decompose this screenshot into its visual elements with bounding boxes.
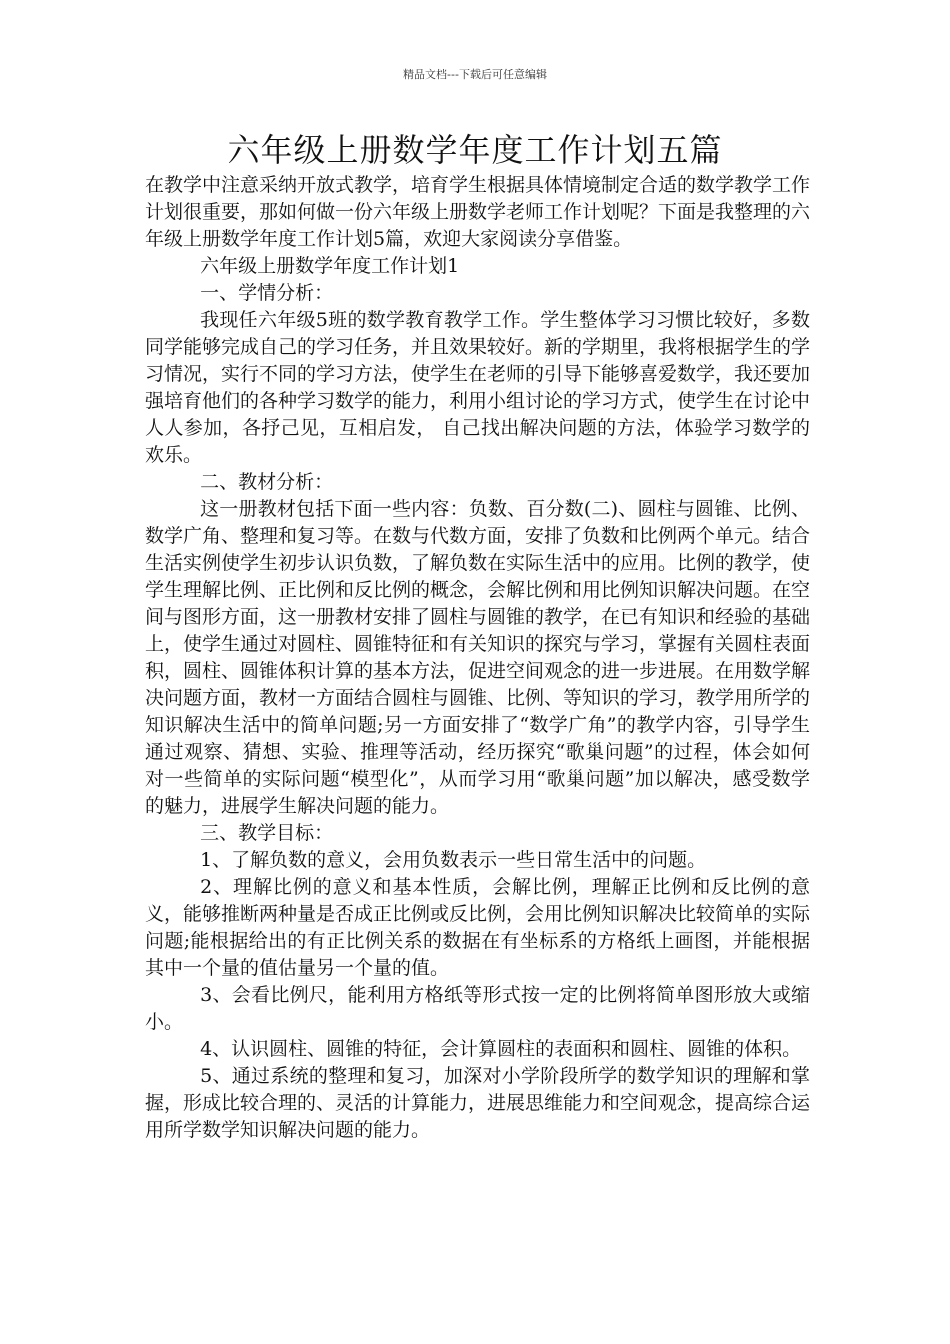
heading-teaching-goals: 三、教学目标： bbox=[200, 822, 334, 844]
goal-item-3: 3、会看比例尺，能利用方格纸等形式按一定的比例将简单图形放大或缩小。 bbox=[145, 984, 810, 1033]
heading-textbook-analysis: 二、教材分析： bbox=[200, 471, 334, 493]
document-title: 六年级上册数学年度工作计划五篇 bbox=[227, 131, 723, 169]
goal-item-4: 4、认识圆柱、圆锥的特征，会计算圆柱的表面积和圆柱、圆锥的体积。 bbox=[200, 1038, 802, 1060]
document-body bbox=[145, 172, 810, 1144]
goal-item-2: 2、理解比例的意义和基本性质，会解比例，理解正比例和反比例的意义，能够推断两种量是否成正比例或反比例，会用比例知识解决比较简单的实际问题;能根据给出的有正比例关系的数据在有坐标系的方格纸上画图，并能根据其中一个量的值估量另一个量的值。 bbox=[145, 876, 811, 979]
section-heading-plan-1: 六年级上册数学年度工作计划1 bbox=[200, 255, 460, 277]
heading-student-analysis: 一、学情分析： bbox=[200, 282, 334, 304]
paragraph-student-analysis: 我现任六年级5班的数学教育教学工作。学生整体学习习惯比较好，多数同学能够完成自己的学习任务，并且效果较好。新的学期里，我将根据学生的学习情况，实行不同的学习方法，使学生在老师的引导下能够喜爱数学，我还要加强培育他们的各种学习数学的能力，利用小组讨论的学习方式，使学生在讨论中人人参加，各抒己见，互相启发， 自己找出解决问题的方法，体验学习数学的欢乐。 bbox=[145, 309, 811, 466]
intro-paragraph: 在教学中注意采纳开放式教学，培育学生根据具体情境制定合适的数学教学工作计划很重要，那如何做一份六年级上册数学老师工作计划呢？下面是我整理的六年级上册数学年度工作计划5篇，欢迎大家阅读分享借鉴。 bbox=[145, 174, 811, 250]
paragraph-textbook-analysis: 这一册教材包括下面一些内容：负数、百分数(二)、圆柱与圆锥、比例、数学广角、整理和复习等。在数与代数方面，安排了负数和比例两个单元。结合生活实例使学生初步认识负数，了解负数在实际生活中的应用。比例的教学，使学生理解比例、正比例和反比例的概念，会解比例和用比例知识解决问题。在空间与图形方面，这一册教材安排了圆柱与圆锥的教学，在已有知识和经验的基础上，使学生通过对圆柱、圆锥特征和有关知识的探究与学习，掌握有关圆柱表面积，圆柱、圆锥体积计算的基本方法，促进空间观念的进一步进展。在用数学解决问题方面，教材一方面结合圆柱与圆锥、比例、等知识的学习，教学用所学的知识解决生活中的简单问题;另一方面安排了“数学广角”的教学内容，引导学生通过观察、猜想、实验、推理等活动，经历探究“歌巢问题”的过程，体会如何对一些简单的实际问题“模型化”，从而学习用“歌巢问题”加以解决，感受数学的魅力，进展学生解决问题的能力。 bbox=[145, 498, 811, 817]
goal-item-5: 5、通过系统的整理和复习，加深对小学阶段所学的数学知识的理解和掌握，形成比较合理的、灵活的计算能力，进展思维能力和空间观念，提高综合运用所学数学知识解决问题的能力。 bbox=[145, 1065, 811, 1141]
goal-item-1: 1、了解负数的意义，会用负数表示一些日常生活中的问题。 bbox=[200, 849, 707, 871]
page-header: 精品文档---下载后可任意编辑 bbox=[403, 68, 547, 81]
